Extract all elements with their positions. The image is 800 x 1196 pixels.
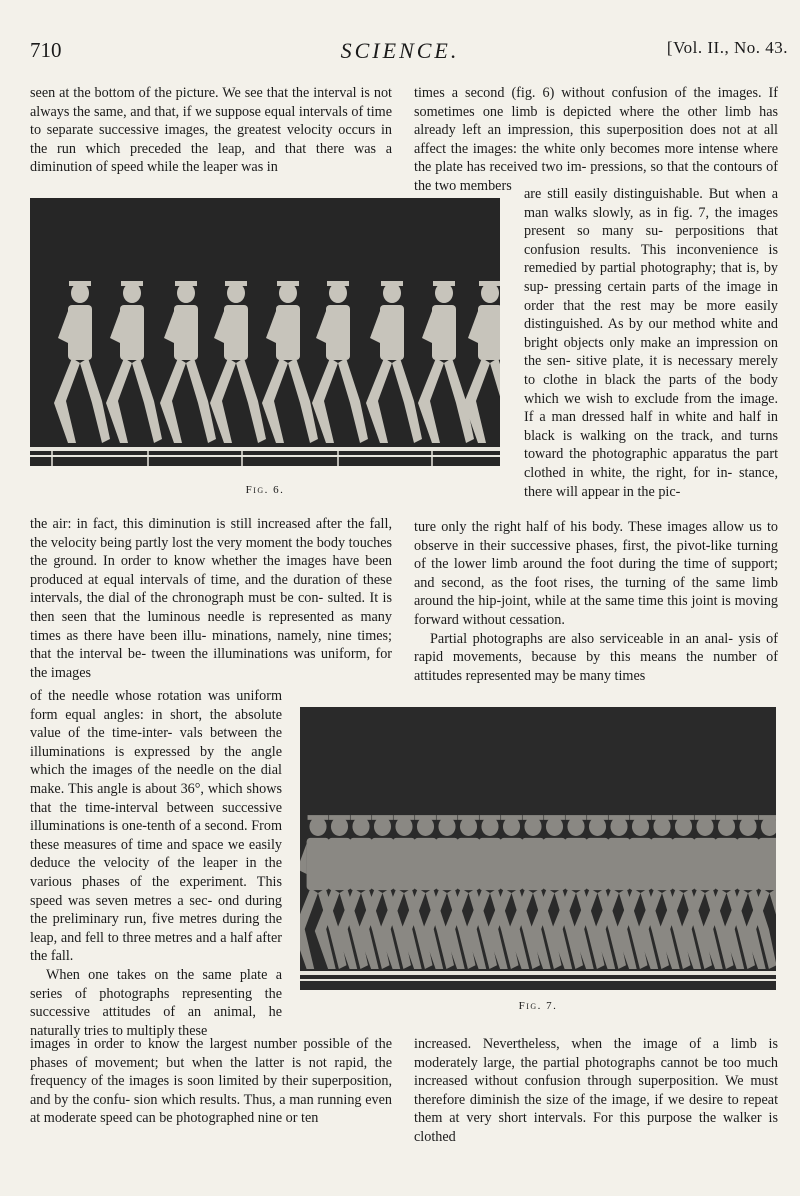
text-line: make. This angle is about 36°, — [30, 780, 204, 797]
text-line: When one takes on the same plate — [46, 966, 268, 983]
text-line: is not rapid, the frequency of the images is soon — [30, 1054, 393, 1090]
text-line: more intense where the plate has received two im- — [414, 140, 779, 176]
text-line: foot during the time of support; and second, as — [414, 556, 778, 591]
text-line: metres during the leap, and fell to — [30, 911, 282, 946]
text-line: successive images, the greatest velocity occurs in — [98, 122, 393, 139]
text-line: is moderately large, the partial photographs cannot — [414, 1036, 778, 1071]
text-line: allow us to observe in their successive phases, first, — [414, 519, 779, 554]
text-line: hip-joint, while at the same time this joint is moving — [478, 593, 779, 610]
text-line: limited by their superposition, and by the confu- — [30, 1073, 393, 1108]
text-line: which we wish to exclude from the — [524, 390, 735, 407]
column2-middle-text — [414, 518, 778, 685]
text-line: of the needle whose rotation was — [30, 688, 230, 704]
text-line: we suppose equal intervals of time to separate — [30, 103, 392, 139]
text-line: forward without cessation. — [414, 611, 565, 628]
text-line: white and half in black is walking — [524, 409, 778, 444]
paragraph — [414, 518, 778, 630]
column2-bottom-text — [414, 1035, 778, 1147]
text-line: was a diminution of speed while the leaper was in — [30, 140, 393, 176]
text-line: number of attitudes represented may be many times — [414, 649, 778, 684]
text-line: equal intervals of time, and the duration of these — [103, 571, 393, 588]
text-line: images of the needle on the dial — [92, 762, 282, 779]
text-line: has already left an impression, this superposition does — [414, 103, 779, 139]
column1-beside-figure7-text — [30, 687, 282, 1040]
text-line: of the image, if we desire to repeat them at very short — [414, 1091, 779, 1127]
text-line: images in order to know the largest number possible — [30, 1036, 350, 1052]
text-line: 7, the images present so many su- — [524, 204, 778, 240]
paragraph — [30, 1035, 392, 1128]
text-line: the absolute value of the time-inter- — [30, 706, 282, 742]
paragraph — [524, 185, 778, 501]
text-line: If sometimes one limb is depicted where the other limb — [414, 85, 778, 120]
text-line: minations, namely, nine times; that the interval be- — [30, 627, 393, 663]
text-line: the various phases of the experiment. — [30, 855, 283, 890]
text-line: seen at the bottom of the picture. We see that — [30, 85, 289, 101]
paragraph — [414, 1035, 778, 1147]
text-line: clothed in white, the right, for in- — [524, 464, 733, 481]
text-line: measures of time and space we easily — [63, 836, 282, 853]
text-line: intervals, the dial of the chronograph must be con- — [30, 590, 324, 607]
text-line: method white and bright objects — [524, 316, 779, 351]
figure-6-chronophotograph — [30, 198, 500, 466]
text-line: the successive attitudes of an animal, — [30, 985, 283, 1021]
text-line: the foot rises, the turning of the same limb around the — [414, 574, 779, 610]
text-line: between successive illuminations is — [30, 799, 282, 835]
text-line: sion which results. Thus, a man running even at — [30, 1091, 392, 1127]
paragraph — [30, 687, 282, 966]
text-line: Partial photographs are also serviceable in an anal- — [430, 630, 733, 647]
text-line: sulted. It is then seen that the luminous needle is — [30, 590, 392, 625]
paragraph — [414, 84, 778, 196]
text-line: deduce the velocity of the leaper in — [30, 855, 257, 872]
text-line: superposition. We must therefore diminish the size — [414, 1073, 779, 1108]
text-line: photographic apparatus the part — [592, 446, 779, 463]
text-line: three metres and a half after the fall. — [30, 929, 282, 965]
paragraph — [30, 966, 282, 1040]
column1-middle-text — [30, 515, 392, 682]
text-line: pressing certain parts of the image — [554, 278, 762, 295]
text-line: tween the illuminations was uniform, for the images — [30, 646, 393, 681]
text-line: are still easily distinguishable. But — [524, 186, 730, 202]
text-line: intervals. For this purpose the walker is clothed — [414, 1110, 778, 1145]
text-line: which shows that the time-interval — [30, 780, 282, 816]
paragraph — [414, 630, 778, 686]
text-line: after the fall, the velocity being partly lost the very — [30, 516, 392, 551]
journal-title: SCIENCE. — [340, 38, 460, 63]
column1-top-text — [30, 84, 392, 177]
text-line: one-tenth of a second. From these — [30, 818, 283, 853]
column2-beside-figure6-text — [524, 185, 778, 501]
text-line: image. If a man dressed half in — [524, 390, 779, 426]
text-line: ond during the preliminary run, five — [30, 892, 283, 928]
text-line: uniform form equal angles: in short, — [30, 688, 282, 723]
text-line: moderate speed can be photographed nine or ten — [43, 1110, 319, 1127]
text-line: clothe in black the parts of the body — [543, 371, 778, 388]
text-line: perpositions that confusion results. — [524, 223, 779, 258]
text-line: when a man walks slowly, as in fig. — [524, 186, 779, 221]
text-line: increased. Nevertheless, when the image of a limb — [414, 1036, 757, 1052]
column1-bottom-text — [30, 1035, 392, 1128]
figure-7-chronophotograph — [300, 707, 776, 990]
text-line: the interval is not always the same, and that, if — [30, 85, 392, 120]
figure-6-illustration — [30, 198, 500, 466]
paragraph — [30, 84, 392, 177]
text-line: expressed by the angle which the — [30, 743, 283, 779]
text-line: vals between the illuminations is — [30, 725, 283, 760]
text-line: pressions, so that the contours of the two members — [414, 159, 779, 194]
text-line: ture only the right half of his body. These images — [414, 519, 708, 535]
text-line: This inconvenience is remedied by — [524, 241, 778, 277]
text-line: ysis of rapid movements, because by this means the — [414, 630, 779, 666]
text-line: the pivot-like turning of the lower limb around the — [414, 537, 778, 573]
text-line: only make an impression on the sen- — [524, 334, 778, 370]
text-line: sitive plate, it is necessary merely to — [524, 353, 778, 388]
figure-7-illustration — [300, 707, 776, 990]
text-line: the air: in fact, this diminution is still increased — [30, 516, 311, 532]
text-line: a series of photographs representing — [30, 966, 282, 1002]
text-line: partial photography; that is, by sup- — [524, 260, 779, 295]
text-line: easily distinguished. As by our — [524, 297, 779, 333]
text-line: in order that the rest may be more — [524, 278, 778, 314]
volume-issue: [Vol. II., No. 43. — [666, 38, 788, 57]
text-line: This speed was seven metres a sec- — [30, 873, 283, 909]
figure-6-caption: Fig. 6. — [245, 484, 285, 496]
text-line: he naturally tries to multiply these — [30, 1004, 282, 1039]
column2-top-text — [414, 84, 778, 196]
text-line: moment the body touches the ground. In order to — [30, 534, 393, 570]
paragraph — [30, 515, 392, 682]
text-line: stance, there will appear in the pic- — [524, 464, 779, 500]
text-line: know whether the images have been produced at — [30, 553, 392, 588]
page-number: 710 — [30, 38, 62, 62]
figure-7-caption: Fig. 7. — [518, 1000, 558, 1012]
text-line: of the phases of movement; but when the latter — [30, 1036, 392, 1071]
text-line: represented as many times as there have been illu- — [30, 608, 392, 644]
text-line: times a second (fig. 6) without confusion of the images. — [414, 85, 762, 101]
text-line: on the track, and turns toward the — [524, 427, 779, 463]
text-line: not at all affect the images: the white only becomes — [414, 122, 778, 157]
text-line: be too much increased without confusion through — [414, 1054, 778, 1090]
text-line: the run which preceded the leap, and that there — [30, 140, 345, 157]
